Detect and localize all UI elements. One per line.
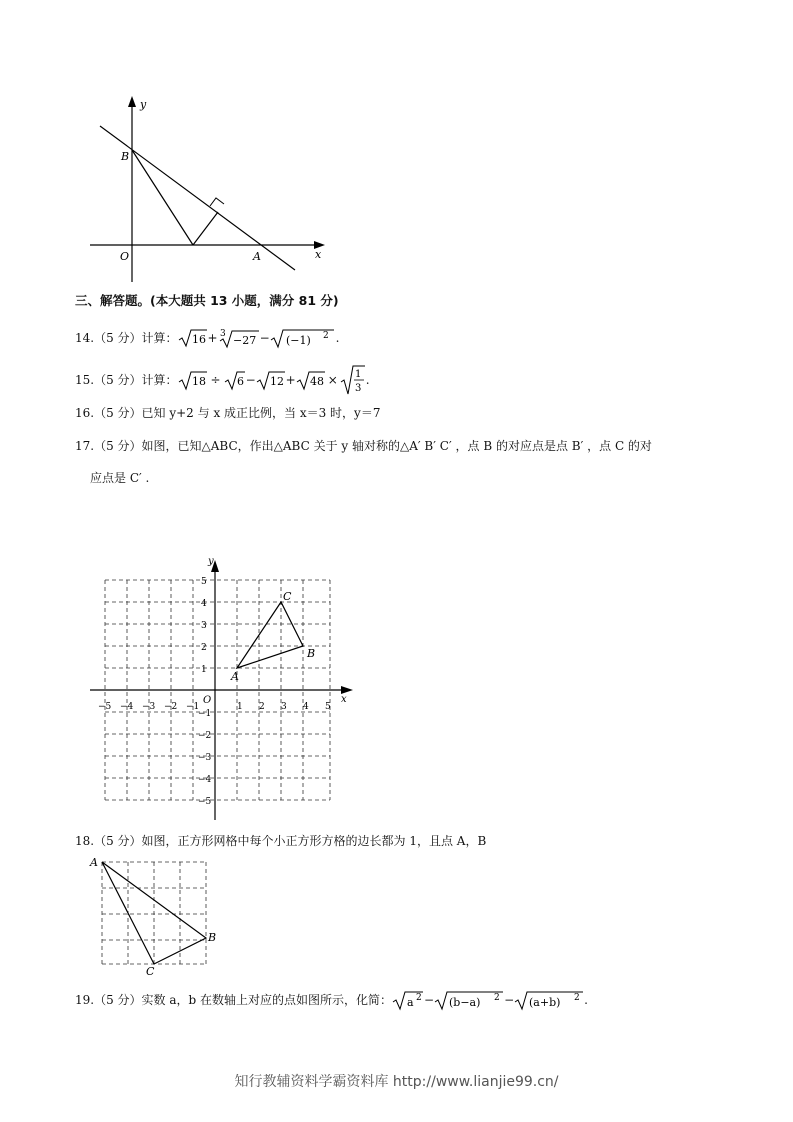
question-14 [75,327,340,349]
y-tick: 4 [201,599,207,609]
point-a-label: A [253,250,261,263]
q15-r1: 18 [191,375,206,388]
q15-r3: 12 [269,375,284,388]
q15-r2: 6 [236,375,244,388]
q19-e1: 2 [416,993,422,1003]
q19-minus1: − [424,993,435,1007]
question-17-line1: 17.（5 分）如图，已知△ABC，作出△ABC 关于 y 轴对称的△A′ B′ C′ ，点 B 的对应点是点 B′ ，点 C 的对 [75,439,652,453]
q19-r2: (b−a) [449,996,481,1009]
x-tick: −2 [164,702,178,712]
sqrt-48 [296,369,326,391]
tri-point-b: B [307,647,316,660]
origin-label: O [203,695,212,706]
y-tick: −5 [198,797,212,807]
q15-plus: + [285,373,296,387]
x-tick: −5 [98,702,112,712]
y-tick: −1 [198,709,212,719]
q19-minus2: − [504,993,515,1007]
axis-x-label: x [341,694,347,705]
question-16: 16.（5 分）已知 y+2 与 x 成正比例，当 x＝3 时，y＝7 [75,406,381,420]
sqrt-a-plus-b-squared [514,989,584,1011]
q19-r1: a [407,996,414,1009]
question-15 [75,364,370,396]
y-tick: −4 [198,775,212,785]
footer-watermark: 知行教辅资料学霸资料库 http://www.lianjie99.cn/ [234,1074,559,1090]
q14-end: . [335,331,340,345]
question-19 [75,989,588,1011]
sqrt-12 [256,369,286,391]
q19-prefix: 19.（5 分）实数 a，b 在数轴上对应的点如图所示，化简： [75,993,393,1007]
y-tick: 3 [201,621,207,631]
q19-r3: (a+b) [529,996,561,1009]
grid-point-b: B [208,931,217,944]
y-tick: −2 [198,731,212,741]
q15-frac-den: 3 [354,383,362,394]
x-tick: −3 [142,702,156,712]
q14-prefix: 14.（5 分）计算： [75,331,178,345]
q15-frac-num: 1 [354,369,362,380]
q15-prefix: 15.（5 分）计算： [75,373,178,387]
x-tick: −1 [186,702,200,712]
x-tick: 4 [303,702,309,712]
q15-div: ÷ [210,373,221,387]
cbrt-minus27 [218,327,260,349]
grid-point-a: A [90,856,98,869]
q15-times: × [327,373,338,387]
q15-end: . [365,373,370,387]
q14-r1: 16 [191,333,206,346]
figure-line-triangle [85,90,335,290]
x-tick: −4 [120,702,134,712]
q15-r4: 48 [309,375,324,388]
q14-cube-index: 3 [219,329,226,339]
q14-exp: 2 [322,331,329,341]
origin-label: O [120,250,130,263]
y-axis-label: y [140,98,147,111]
q19-e2: 2 [494,993,500,1003]
q19-end: . [584,993,588,1007]
q14-plus: + [207,331,218,345]
y-tick: 5 [201,577,207,587]
sqrt-b-minus-a-squared [434,989,504,1011]
question-17-line2: 应点是 C′ . [90,471,150,485]
sqrt-16 [178,328,208,348]
sqrt-18 [178,369,208,391]
q14-r3: (−1) [285,334,311,347]
question-18: 18.（5 分）如图，正方形网格中每个小正方形方格的边长都为 1，且点 A，B [75,834,487,848]
section-heading: 三、解答题。(本大题共 13 小题，满分 81 分) [75,293,339,308]
tri-point-a: A [231,670,239,683]
y-tick: 1 [201,665,207,675]
q19-e3: 2 [574,993,580,1003]
q15-minus: − [245,373,256,387]
q14-r2: −27 [232,334,256,347]
sqrt-6 [224,369,246,391]
grid-point-c: C [146,965,155,977]
sqrt-one-third [340,364,366,396]
x-axis-label: x [315,248,322,261]
y-tick: −3 [198,753,212,763]
x-tick: 5 [325,702,331,712]
tri-point-c: C [283,590,292,603]
x-tick: 1 [237,702,243,712]
y-tick: 2 [201,643,207,653]
x-tick: 2 [259,702,265,712]
figure-coordinate-grid [85,550,365,825]
axis-y-label: y [208,556,214,567]
x-tick: 3 [281,702,287,712]
figure-square-grid [88,852,228,977]
point-b-label: B [121,150,130,163]
sqrt-a-squared [392,989,424,1011]
sqrt-neg1-squared [270,327,336,349]
q14-minus: − [259,331,270,345]
